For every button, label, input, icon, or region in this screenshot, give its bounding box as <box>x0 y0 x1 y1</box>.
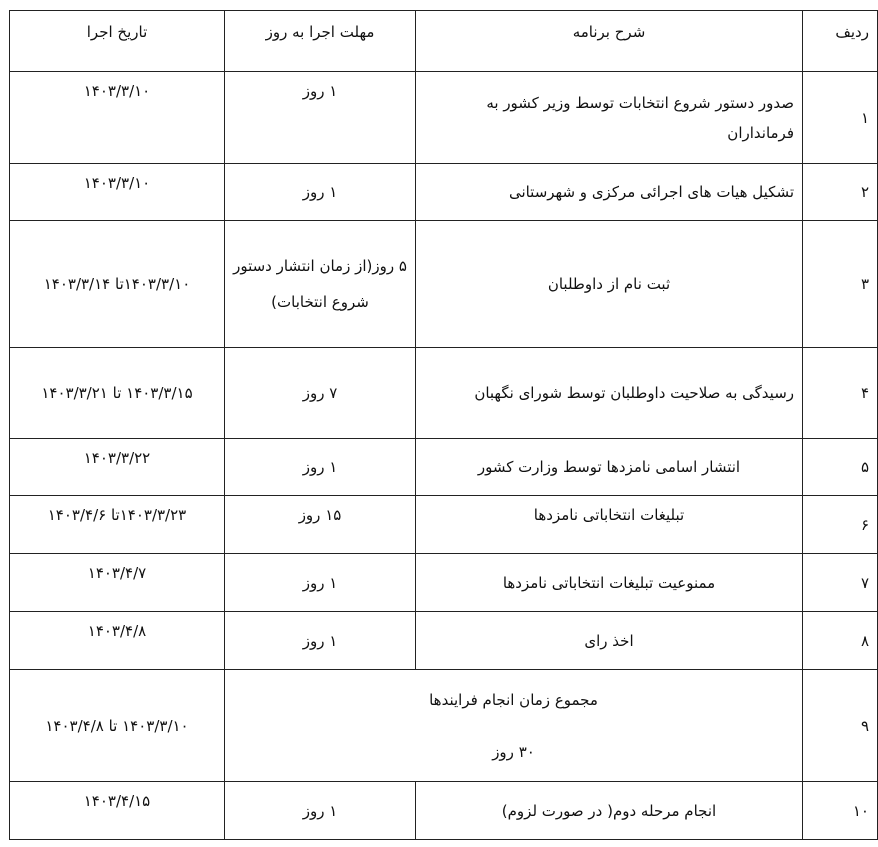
row-duration: ۱۵ روز <box>225 496 416 554</box>
row-duration: ۱ روز <box>225 782 416 840</box>
table-row <box>10 496 878 554</box>
row-description: تبلیغات انتخاباتی نامزدها <box>416 496 803 554</box>
row-description: ثبت نام از داوطلبان <box>416 221 803 348</box>
row-duration: ۱ روز <box>225 554 416 612</box>
header-date: تاریخ اجرا <box>10 11 225 72</box>
row-index: ۴ <box>803 348 878 439</box>
row-index: ۱۰ <box>803 782 878 840</box>
summary-cell <box>225 670 803 782</box>
summary-row <box>10 670 878 782</box>
row-index: ۵ <box>803 439 878 496</box>
election-schedule-document <box>9 10 869 840</box>
table-row <box>10 554 878 612</box>
row-duration: ۱ روز <box>225 439 416 496</box>
summary-total-days: ۳۰ روز <box>492 742 535 761</box>
row-index: ۷ <box>803 554 878 612</box>
row-date: ۱۴۰۳/۴/۷ <box>10 554 225 612</box>
row-description: انتشار اسامی نامزدها توسط وزارت کشور <box>416 439 803 496</box>
row-duration: ۵ روز(از زمان انتشار دستور شروع انتخابات) <box>225 221 416 348</box>
row-index: ۳ <box>803 221 878 348</box>
row-duration: ۷ روز <box>225 348 416 439</box>
row-index: ۶ <box>803 496 878 554</box>
header-row <box>10 11 878 72</box>
header-index: ردیف <box>803 11 878 72</box>
table-row <box>10 439 878 496</box>
row-index: ۱ <box>803 72 878 164</box>
row-date: ۱۴۰۳/۳/۱۰ <box>10 164 225 221</box>
table-row <box>10 164 878 221</box>
row-duration: ۱ روز <box>225 612 416 670</box>
row-date: ۱۴۰۳/۳/۱۰ <box>10 72 225 164</box>
row-description: ممنوعیت تبلیغات انتخاباتی نامزدها <box>416 554 803 612</box>
table-row <box>10 612 878 670</box>
row-description: انجام مرحله دوم( در صورت لزوم) <box>416 782 803 840</box>
row-date: ۱۴۰۳/۳/۱۰تا ۱۴۰۳/۳/۱۴ <box>10 221 225 348</box>
table-row <box>10 782 878 840</box>
header-description: شرح برنامه <box>416 11 803 72</box>
row-description: اخذ رای <box>416 612 803 670</box>
header-duration: مهلت اجرا به روز <box>225 11 416 72</box>
row-description: رسیدگی به صلاحیت داوطلبان توسط شورای نگهبان <box>416 348 803 439</box>
row-duration: ۱ روز <box>225 164 416 221</box>
summary-title: مجموع زمان انجام فرایندها <box>429 690 598 709</box>
row-duration: ۱ روز <box>225 72 416 164</box>
table-row <box>10 72 878 164</box>
row-index: ۲ <box>803 164 878 221</box>
row-date: ۱۴۰۳/۳/۲۲ <box>10 439 225 496</box>
row-date: ۱۴۰۳/۴/۸ <box>10 612 225 670</box>
schedule-table <box>9 10 878 840</box>
table-row <box>10 348 878 439</box>
row-date: ۱۴۰۳/۳/۲۳تا ۱۴۰۳/۴/۶ <box>10 496 225 554</box>
row-description: صدور دستور شروع انتخابات توسط وزیر کشور به فرمانداران <box>416 72 803 164</box>
row-index: ۸ <box>803 612 878 670</box>
table-row <box>10 221 878 348</box>
row-date: ۱۴۰۳/۳/۱۰ تا ۱۴۰۳/۴/۸ <box>10 670 225 782</box>
row-index: ۹ <box>803 670 878 782</box>
row-date: ۱۴۰۳/۴/۱۵ <box>10 782 225 840</box>
row-description: تشکیل هیات های اجرائی مرکزی و شهرستانی <box>416 164 803 221</box>
row-date: ۱۴۰۳/۳/۱۵ تا ۱۴۰۳/۳/۲۱ <box>10 348 225 439</box>
